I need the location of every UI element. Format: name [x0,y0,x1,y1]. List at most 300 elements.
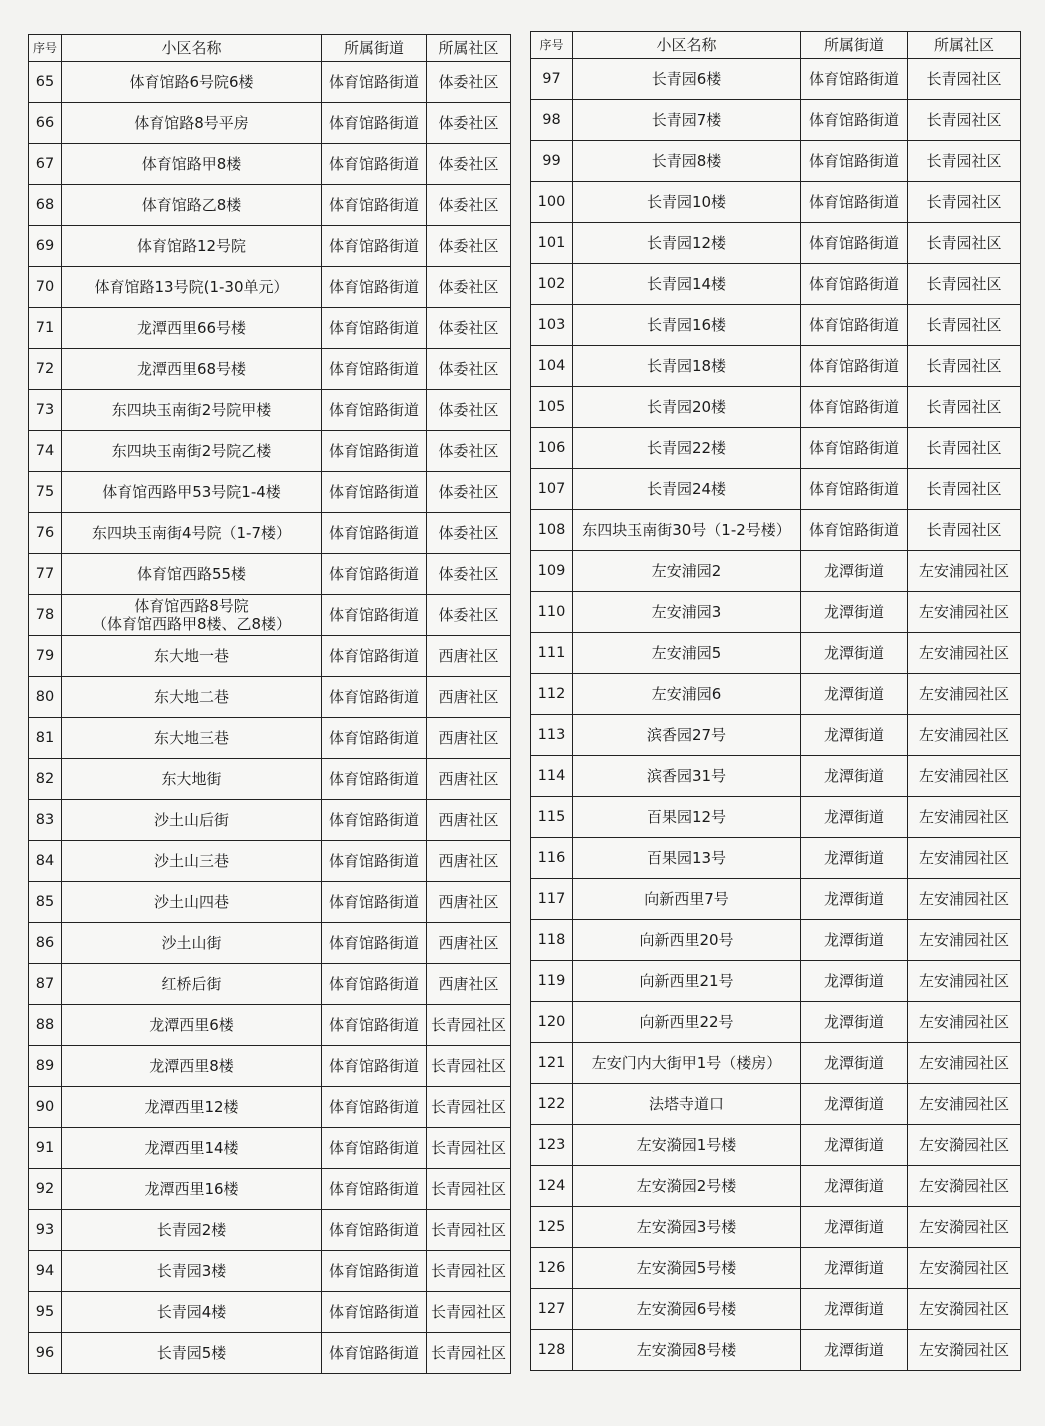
cell-community: 长青园社区 [908,305,1021,346]
table-row [531,428,1021,469]
cell-community: 长青园社区 [908,223,1021,264]
cell-no: 119 [531,961,573,1002]
cell-no: 101 [531,223,573,264]
cell-community: 左安浦园社区 [908,1002,1021,1043]
cell-street: 体育馆路街道 [322,1087,427,1128]
cell-no: 89 [29,1046,62,1087]
cell-street: 体育馆路街道 [322,103,427,144]
cell-no: 71 [29,308,62,349]
header-community: 所属社区 [427,35,511,62]
cell-name: 左安漪园6号楼 [573,1289,801,1330]
cell-no: 95 [29,1292,62,1333]
cell-no: 100 [531,182,573,223]
table-row [531,264,1021,305]
cell-community: 左安浦园社区 [908,920,1021,961]
cell-no: 86 [29,923,62,964]
cell-no: 118 [531,920,573,961]
cell-community: 长青园社区 [908,100,1021,141]
cell-community: 长青园社区 [908,264,1021,305]
header-street: 所属街道 [322,35,427,62]
cell-name: 长青园10楼 [573,182,801,223]
table-row [29,1333,511,1374]
cell-community: 长青园社区 [427,1087,511,1128]
cell-no: 126 [531,1248,573,1289]
cell-street: 龙潭街道 [801,1330,908,1371]
cell-street: 体育馆路街道 [322,185,427,226]
cell-street: 体育馆路街道 [801,182,908,223]
cell-street: 体育馆路街道 [801,264,908,305]
cell-no: 104 [531,346,573,387]
cell-community: 左安浦园社区 [908,797,1021,838]
cell-street: 体育馆路街道 [322,267,427,308]
cell-name: 法塔寺道口 [573,1084,801,1125]
cell-street: 体育馆路街道 [322,841,427,882]
cell-no: 88 [29,1005,62,1046]
cell-name: 左安漪园5号楼 [573,1248,801,1289]
cell-no: 74 [29,431,62,472]
cell-no: 125 [531,1207,573,1248]
table-row [29,1128,511,1169]
table-row [531,1289,1021,1330]
cell-street: 体育馆路街道 [322,800,427,841]
cell-no: 122 [531,1084,573,1125]
cell-community: 体委社区 [427,595,511,636]
table-row [531,141,1021,182]
cell-no: 121 [531,1043,573,1084]
cell-name: 体育馆路乙8楼 [62,185,322,226]
cell-name: 体育馆西路甲53号院1-4楼 [62,472,322,513]
table-row [29,267,511,308]
cell-community: 体委社区 [427,185,511,226]
table-row [29,185,511,226]
cell-community: 长青园社区 [908,346,1021,387]
cell-street: 体育馆路街道 [322,759,427,800]
cell-name: 左安漪园3号楼 [573,1207,801,1248]
cell-community: 左安漪园社区 [908,1289,1021,1330]
cell-street: 体育馆路街道 [322,923,427,964]
header-no: 序号 [531,32,573,59]
cell-name: 龙潭西里16楼 [62,1169,322,1210]
cell-community: 长青园社区 [427,1046,511,1087]
cell-community: 左安漪园社区 [908,1166,1021,1207]
cell-name: 左安漪园8号楼 [573,1330,801,1371]
cell-street: 龙潭街道 [801,1248,908,1289]
table-row [29,1046,511,1087]
cell-community: 左安浦园社区 [908,674,1021,715]
cell-street: 体育馆路街道 [322,1210,427,1251]
cell-community: 体委社区 [427,472,511,513]
cell-street: 体育馆路街道 [801,100,908,141]
cell-street: 体育馆路街道 [322,513,427,554]
cell-name: 百果园13号 [573,838,801,879]
cell-community: 体委社区 [427,62,511,103]
cell-name: 东大地二巷 [62,677,322,718]
table-row [29,1210,511,1251]
table-row [531,1002,1021,1043]
cell-no: 67 [29,144,62,185]
cell-community: 体委社区 [427,144,511,185]
cell-no: 102 [531,264,573,305]
cell-no: 112 [531,674,573,715]
table-row [531,961,1021,1002]
table-row [531,59,1021,100]
cell-street: 体育馆路街道 [322,1046,427,1087]
cell-community: 左安漪园社区 [908,1125,1021,1166]
cell-name: 长青园6楼 [573,59,801,100]
table-row [29,841,511,882]
table-row [531,1043,1021,1084]
cell-no: 94 [29,1251,62,1292]
table-row [531,1330,1021,1371]
cell-community: 长青园社区 [427,1210,511,1251]
cell-no: 114 [531,756,573,797]
table-row [29,882,511,923]
cell-street: 龙潭街道 [801,633,908,674]
cell-no: 65 [29,62,62,103]
table-row [29,1169,511,1210]
cell-no: 108 [531,510,573,551]
cell-name: 东四块玉南街2号院甲楼 [62,390,322,431]
cell-community: 西唐社区 [427,759,511,800]
cell-no: 96 [29,1333,62,1374]
table-row [531,879,1021,920]
cell-street: 体育馆路街道 [322,964,427,1005]
cell-no: 91 [29,1128,62,1169]
cell-street: 体育馆路街道 [801,510,908,551]
cell-community: 左安浦园社区 [908,838,1021,879]
table-row [531,674,1021,715]
cell-community: 体委社区 [427,308,511,349]
cell-no: 127 [531,1289,573,1330]
cell-no: 68 [29,185,62,226]
cell-name: 长青园24楼 [573,469,801,510]
cell-street: 体育馆路街道 [322,677,427,718]
cell-no: 113 [531,715,573,756]
cell-community: 体委社区 [427,513,511,554]
cell-no: 66 [29,103,62,144]
cell-name: 长青园5楼 [62,1333,322,1374]
right-table [530,31,1021,1371]
cell-name: 红桥后街 [62,964,322,1005]
table-row [29,1251,511,1292]
cell-name: 长青园3楼 [62,1251,322,1292]
cell-community: 长青园社区 [908,510,1021,551]
cell-name: 百果园12号 [573,797,801,838]
table-row [531,592,1021,633]
cell-street: 体育馆路街道 [801,141,908,182]
table-row [29,226,511,267]
cell-name: 长青园20楼 [573,387,801,428]
cell-no: 70 [29,267,62,308]
cell-community: 长青园社区 [908,428,1021,469]
table-row [531,387,1021,428]
cell-community: 体委社区 [427,103,511,144]
header-community: 所属社区 [908,32,1021,59]
cell-no: 124 [531,1166,573,1207]
cell-community: 体委社区 [427,267,511,308]
cell-community: 左安漪园社区 [908,1248,1021,1289]
table-row [29,1292,511,1333]
cell-street: 体育馆路街道 [801,428,908,469]
cell-street: 体育馆路街道 [322,1005,427,1046]
table-row [29,964,511,1005]
cell-name: 向新西里21号 [573,961,801,1002]
cell-name: 龙潭西里14楼 [62,1128,322,1169]
cell-street: 龙潭街道 [801,1166,908,1207]
cell-street: 体育馆路街道 [801,346,908,387]
cell-community: 西唐社区 [427,923,511,964]
cell-name: 沙土山街 [62,923,322,964]
cell-street: 龙潭街道 [801,1002,908,1043]
table-row [531,1125,1021,1166]
cell-no: 116 [531,838,573,879]
cell-street: 龙潭街道 [801,674,908,715]
cell-community: 长青园社区 [908,59,1021,100]
table-header-row [531,32,1021,59]
cell-street: 体育馆路街道 [801,387,908,428]
cell-no: 120 [531,1002,573,1043]
cell-name: 沙土山后街 [62,800,322,841]
cell-name: 长青园14楼 [573,264,801,305]
cell-community: 左安浦园社区 [908,715,1021,756]
cell-community: 左安漪园社区 [908,1330,1021,1371]
cell-street: 体育馆路街道 [322,62,427,103]
cell-name: 左安漪园2号楼 [573,1166,801,1207]
cell-community: 体委社区 [427,226,511,267]
cell-community: 长青园社区 [427,1333,511,1374]
cell-name: 东四块玉南街30号（1-2号楼） [573,510,801,551]
cell-community: 左安浦园社区 [908,1084,1021,1125]
cell-no: 117 [531,879,573,920]
cell-community: 西唐社区 [427,841,511,882]
cell-no: 128 [531,1330,573,1371]
cell-no: 83 [29,800,62,841]
cell-no: 82 [29,759,62,800]
table-row [531,100,1021,141]
cell-name: 左安漪园1号楼 [573,1125,801,1166]
cell-community: 体委社区 [427,390,511,431]
cell-community: 左安浦园社区 [908,961,1021,1002]
table-header-row [29,35,511,62]
cell-street: 体育馆路街道 [322,1128,427,1169]
cell-name: 龙潭西里12楼 [62,1087,322,1128]
table-row [29,308,511,349]
cell-street: 龙潭街道 [801,715,908,756]
cell-name-line2: （体育馆西路甲8楼、乙8楼） [91,615,292,633]
cell-street: 体育馆路街道 [801,305,908,346]
cell-community: 左安浦园社区 [908,1043,1021,1084]
cell-community: 长青园社区 [427,1005,511,1046]
cell-no: 75 [29,472,62,513]
cell-community: 长青园社区 [908,469,1021,510]
table-row [531,920,1021,961]
cell-no: 106 [531,428,573,469]
table-row [29,144,511,185]
cell-no: 73 [29,390,62,431]
cell-name: 长青园12楼 [573,223,801,264]
cell-no: 84 [29,841,62,882]
table-row [531,838,1021,879]
table-row [29,554,511,595]
table-row [29,718,511,759]
cell-no: 99 [531,141,573,182]
cell-street: 体育馆路街道 [322,595,427,636]
cell-community: 体委社区 [427,431,511,472]
table-row [29,1005,511,1046]
table-row [29,390,511,431]
cell-name: 左安浦园6 [573,674,801,715]
cell-street: 体育馆路街道 [322,390,427,431]
cell-name: 长青园22楼 [573,428,801,469]
cell-no: 81 [29,718,62,759]
header-no: 序号 [29,35,62,62]
header-name: 小区名称 [573,32,801,59]
cell-no: 115 [531,797,573,838]
cell-street: 龙潭街道 [801,756,908,797]
cell-name: 左安门内大街甲1号（楼房） [573,1043,801,1084]
cell-community: 体委社区 [427,554,511,595]
cell-street: 龙潭街道 [801,1207,908,1248]
cell-no: 78 [29,595,62,636]
cell-community: 西唐社区 [427,800,511,841]
cell-street: 龙潭街道 [801,879,908,920]
cell-name: 长青园7楼 [573,100,801,141]
cell-street: 体育馆路街道 [322,431,427,472]
cell-street: 龙潭街道 [801,1084,908,1125]
cell-no: 98 [531,100,573,141]
cell-name: 龙潭西里6楼 [62,1005,322,1046]
cell-street: 体育馆路街道 [322,882,427,923]
table-row [531,1248,1021,1289]
cell-street: 体育馆路街道 [322,1251,427,1292]
cell-street: 体育馆路街道 [322,308,427,349]
cell-community: 西唐社区 [427,636,511,677]
cell-name: 长青园16楼 [573,305,801,346]
cell-no: 103 [531,305,573,346]
cell-street: 龙潭街道 [801,797,908,838]
cell-name: 左安浦园3 [573,592,801,633]
cell-community: 长青园社区 [427,1292,511,1333]
cell-no: 90 [29,1087,62,1128]
cell-no: 80 [29,677,62,718]
cell-name: 滨香园31号 [573,756,801,797]
cell-community: 左安浦园社区 [908,756,1021,797]
left-table [28,34,511,1374]
cell-community: 长青园社区 [427,1169,511,1210]
cell-name: 东大地一巷 [62,636,322,677]
cell-name: 向新西里20号 [573,920,801,961]
table-row [531,715,1021,756]
cell-no: 105 [531,387,573,428]
cell-street: 龙潭街道 [801,838,908,879]
cell-no: 72 [29,349,62,390]
cell-name: 向新西里22号 [573,1002,801,1043]
table-row [531,633,1021,674]
cell-community: 长青园社区 [908,182,1021,223]
table-row [29,513,511,554]
cell-community: 左安浦园社区 [908,879,1021,920]
cell-name: 龙潭西里66号楼 [62,308,322,349]
cell-name: 向新西里7号 [573,879,801,920]
table-row [531,346,1021,387]
cell-name-line1: 体育馆西路8号院 [134,597,249,615]
cell-community: 左安浦园社区 [908,633,1021,674]
cell-street: 体育馆路街道 [322,1169,427,1210]
cell-street: 体育馆路街道 [322,472,427,513]
cell-name: 长青园18楼 [573,346,801,387]
cell-street: 体育馆路街道 [322,554,427,595]
cell-no: 85 [29,882,62,923]
table-row [531,469,1021,510]
cell-street: 龙潭街道 [801,1043,908,1084]
cell-no: 79 [29,636,62,677]
table-row [29,103,511,144]
table-row [29,800,511,841]
cell-name: 长青园4楼 [62,1292,322,1333]
table-row [29,472,511,513]
cell-street: 体育馆路街道 [322,1333,427,1374]
cell-no: 76 [29,513,62,554]
cell-name: 体育馆路12号院 [62,226,322,267]
cell-street: 体育馆路街道 [801,469,908,510]
cell-street: 体育馆路街道 [322,1292,427,1333]
cell-no: 93 [29,1210,62,1251]
cell-street: 体育馆路街道 [322,349,427,390]
cell-community: 长青园社区 [908,387,1021,428]
cell-street: 体育馆路街道 [801,59,908,100]
cell-street: 体育馆路街道 [322,144,427,185]
cell-community: 西唐社区 [427,677,511,718]
cell-street: 龙潭街道 [801,961,908,1002]
header-street: 所属街道 [801,32,908,59]
cell-community: 西唐社区 [427,964,511,1005]
table-row [29,595,511,636]
table-row [531,1207,1021,1248]
cell-name: 龙潭西里8楼 [62,1046,322,1087]
cell-name: 左安浦园2 [573,551,801,592]
cell-community: 长青园社区 [427,1128,511,1169]
cell-no: 109 [531,551,573,592]
table-row [29,1087,511,1128]
cell-no: 107 [531,469,573,510]
cell-name: 东四块玉南街2号院乙楼 [62,431,322,472]
cell-name: 沙土山四巷 [62,882,322,923]
cell-no: 92 [29,1169,62,1210]
table-row [531,1166,1021,1207]
cell-name: 滨香园27号 [573,715,801,756]
table-row [531,551,1021,592]
table-row [29,431,511,472]
cell-name: 东四块玉南街4号院（1-7楼） [62,513,322,554]
cell-no: 97 [531,59,573,100]
table-row [531,305,1021,346]
table-row [531,1084,1021,1125]
cell-name: 长青园8楼 [573,141,801,182]
cell-street: 体育馆路街道 [801,223,908,264]
cell-street: 体育馆路街道 [322,226,427,267]
cell-no: 69 [29,226,62,267]
table-row [531,797,1021,838]
cell-community: 左安浦园社区 [908,592,1021,633]
cell-name: 龙潭西里68号楼 [62,349,322,390]
cell-name: 东大地三巷 [62,718,322,759]
cell-name: 体育馆路甲8楼 [62,144,322,185]
cell-name: 体育馆路13号院(1-30单元） [62,267,322,308]
table-row [531,182,1021,223]
table-row [531,756,1021,797]
cell-street: 龙潭街道 [801,920,908,961]
cell-street: 龙潭街道 [801,1289,908,1330]
